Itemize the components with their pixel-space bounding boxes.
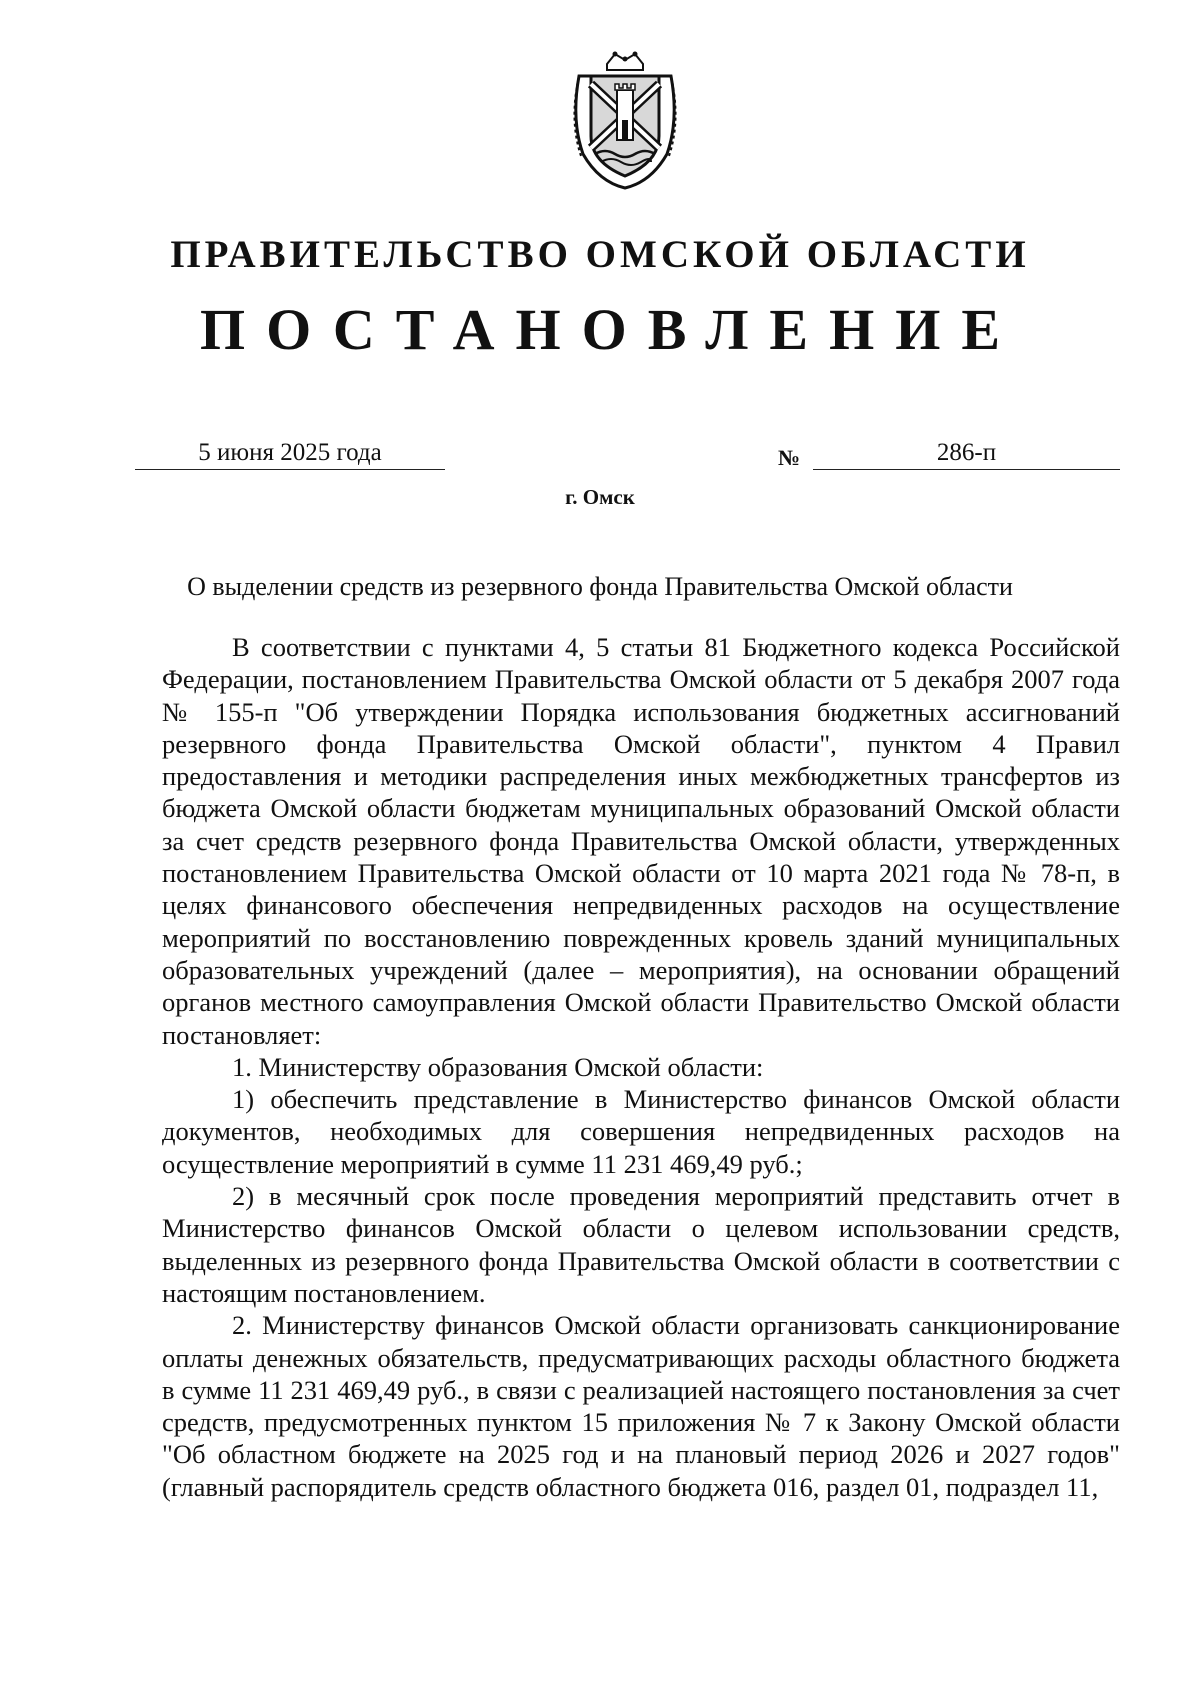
document-type-title: ПОСТАНОВЛЕНИЕ bbox=[199, 297, 1022, 362]
document-body bbox=[162, 631, 1120, 1503]
paragraph-preamble: В соответствии с пунктами 4, 5 статьи 81 Бюджетного кодекса Российской Федерации, постановлением Правительства Омской области от 5 декабря 2007 года № 155-п "Об утверждении Порядка использования бюджетных ассигнований резервного фонда Правительства Омской области", пунктом 4 Правил предоставления и методики распределения иных межбюджетных трансфертов из бюджета Омской области бюджетам муниципальных образований Омской области за счет средств резервного фонда Правительства Омской области, утвержденных постановлением Правительства Омской области от 10 марта 2021 года № 78-п, в целях финансового обеспечения непредвиденных расходов на осуществление мероприятий по восстановлению поврежденных кровель зданий муниципальных образовательных учреждений (далее – мероприятия), на основании обращений органов местного самоуправления Омской области Правительство Омской области постановляет: bbox=[162, 632, 1120, 1050]
document-date: 5 июня 2025 года bbox=[135, 438, 445, 470]
document-subject: О выделении средств из резервного фонда Правительства Омской области bbox=[187, 572, 1013, 601]
paragraph-subitem-1-1: 1) обеспечить представление в Министерство финансов Омской области документов, необходимых для совершения непредвиденных расходов на осуществление мероприятий в сумме 11 231 469,49 руб.; bbox=[162, 1084, 1120, 1179]
paragraph-item-2: 2. Министерству финансов Омской области организовать санкционирование оплаты денежных обязательств, предусматривающих расходы областного бюджета в сумме 11 231 469,49 руб., в связи с реализацией настоящего постановления за счет средств, предусмотренных пунктом 15 приложения № 7 к Закону Омской области "Об областном бюджете на 2025 год и на плановый период 2026 и 2027 годов" (главный распорядитель средств областного бюджета 016, раздел 01, подраздел 11, bbox=[162, 1310, 1120, 1502]
number-sign: № bbox=[778, 445, 801, 470]
paragraph-item-1: 1. Министерству образования Омской области: bbox=[232, 1051, 764, 1082]
coat-of-arms-icon bbox=[565, 50, 685, 190]
document-number: 286-п bbox=[813, 438, 1120, 470]
organization-title: ПРАВИТЕЛЬСТВО ОМСКОЙ ОБЛАСТИ bbox=[170, 233, 1030, 276]
paragraph-subitem-1-2: 2) в месячный срок после проведения мероприятий представить отчет в Министерство финансов Омской области о целевом использовании средств, выделенных из резервного фонда Правительства Омской области в соответствии с настоящим постановлением. bbox=[162, 1181, 1120, 1308]
city-label: г. Омск bbox=[565, 485, 635, 509]
